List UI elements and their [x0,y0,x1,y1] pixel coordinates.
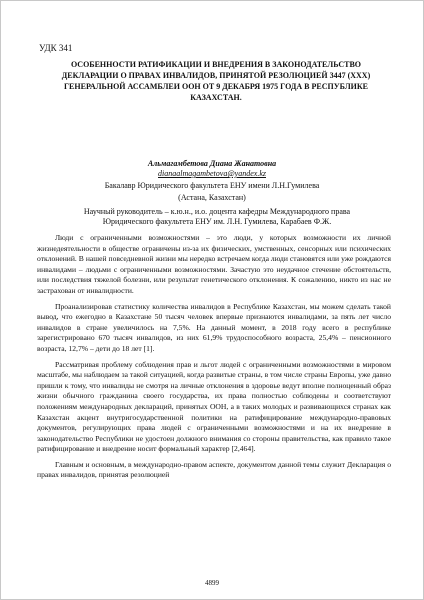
author-affiliation-block [1,180,423,204]
author-name: Альмагамбетова Диана Жанатовна [147,159,277,168]
body-paragraph: Проанализировав статистику количества инвалидов в Республике Казахстан, мы можем сделать такой вывод, что ежегодно в Казахстане 50 тысяч человек впервые признаются инвалидами, за пять лет число инвалидов в стране увеличилось на 7,5%. На данный момент, в 2018 году всего в республике зарегистрировано 670 тысяч инвалидов, из них 61,9% трудоспособного возраста, 25,4% – пенсионного возраста, 12,7% – дети до 18 лет [1]. [37,301,391,353]
udk-code: УДК 341 [39,43,73,53]
author-email[interactable]: dianaalmagambetova@yandex.kz [158,169,266,178]
article-title: ОСОБЕННОСТИ РАТИФИКАЦИИ И ВНЕДРЕНИЯ В ЗАКОНОДАТЕЛЬСТВО ДЕКЛАРАЦИИ О ПРАВАХ ИНВАЛИДОВ, ПРИНЯТОЙ РЕЗОЛЮЦИЕЙ 3447 (XXX) ГЕНЕРАЛЬНОЙ АССАМБЛЕИ ООН ОТ 9 ДЕКАБРЯ 1975 ГОДА В РЕСПУБЛИКЕ КАЗАХСТАН. [61,60,371,102]
body-paragraph: Главным и основным, в международно-правом аспекте, документом данной темы служит Декларация о правах инвалидов, принятая резолюцией [37,459,391,480]
body-paragraph: Рассматривая проблему соблюдения прав и льгот людей с ограниченными возможностями в мировом масштабе, мы наблюдаем за такой ситуацией, когда развитые страны, в том числе страны Европы, уже давно пришли к тому, что инвалиды не смотря на личные отклонения в здоровье ведут вполне полноценный образ жизни обычного гражданина своего государства, их права полностью соблюдены и соответствуют положениям международных деклараций, принятых ООН, а в таких молодых и развивающихся странах как Казахстан акцент внутригосударственной политики на ратифицирование международно-правовых документов, регулирующих права людей с ограниченными возможностями и на их внедрение в законодательство Республики не удостоен должного внимания со стороны правительства, как правило такое ратифицирование и внедрение носит формальный характер [2,464]. [37,359,391,454]
article-body [37,233,391,486]
body-paragraph: Люди с ограниченными возможностями – это люди, у которых возможности их личной жизнедеятельности в обществе ограничены из-за их физических, умственных, сенсорных или психических отклонений. В нашей повседневной жизни мы нередко встречаем когда люди становятся или уже рождаются инвалидами – людьми с ограниченными возможностями. Зачастую это неудачное стечение обстоятельств, или последствия тяжелой болезни, или результат генетического отклонения. К сожалению, никто из нас не застрахован от инвалидности. [37,233,391,295]
page-number: 4899 [205,579,219,587]
author-location: (Астана, Казахстан) [178,193,246,202]
author-affiliation: Бакалавр Юридического факультета ЕНУ имени Л.Н.Гумилева [104,181,320,190]
scientific-advisor: Научный руководитель – к.ю.н., и.о. доцента кафедры Международного права Юридического факультета ЕНУ им. Л.Н. Гумилева, Карабаев Ф.Ж. [83,207,351,226]
